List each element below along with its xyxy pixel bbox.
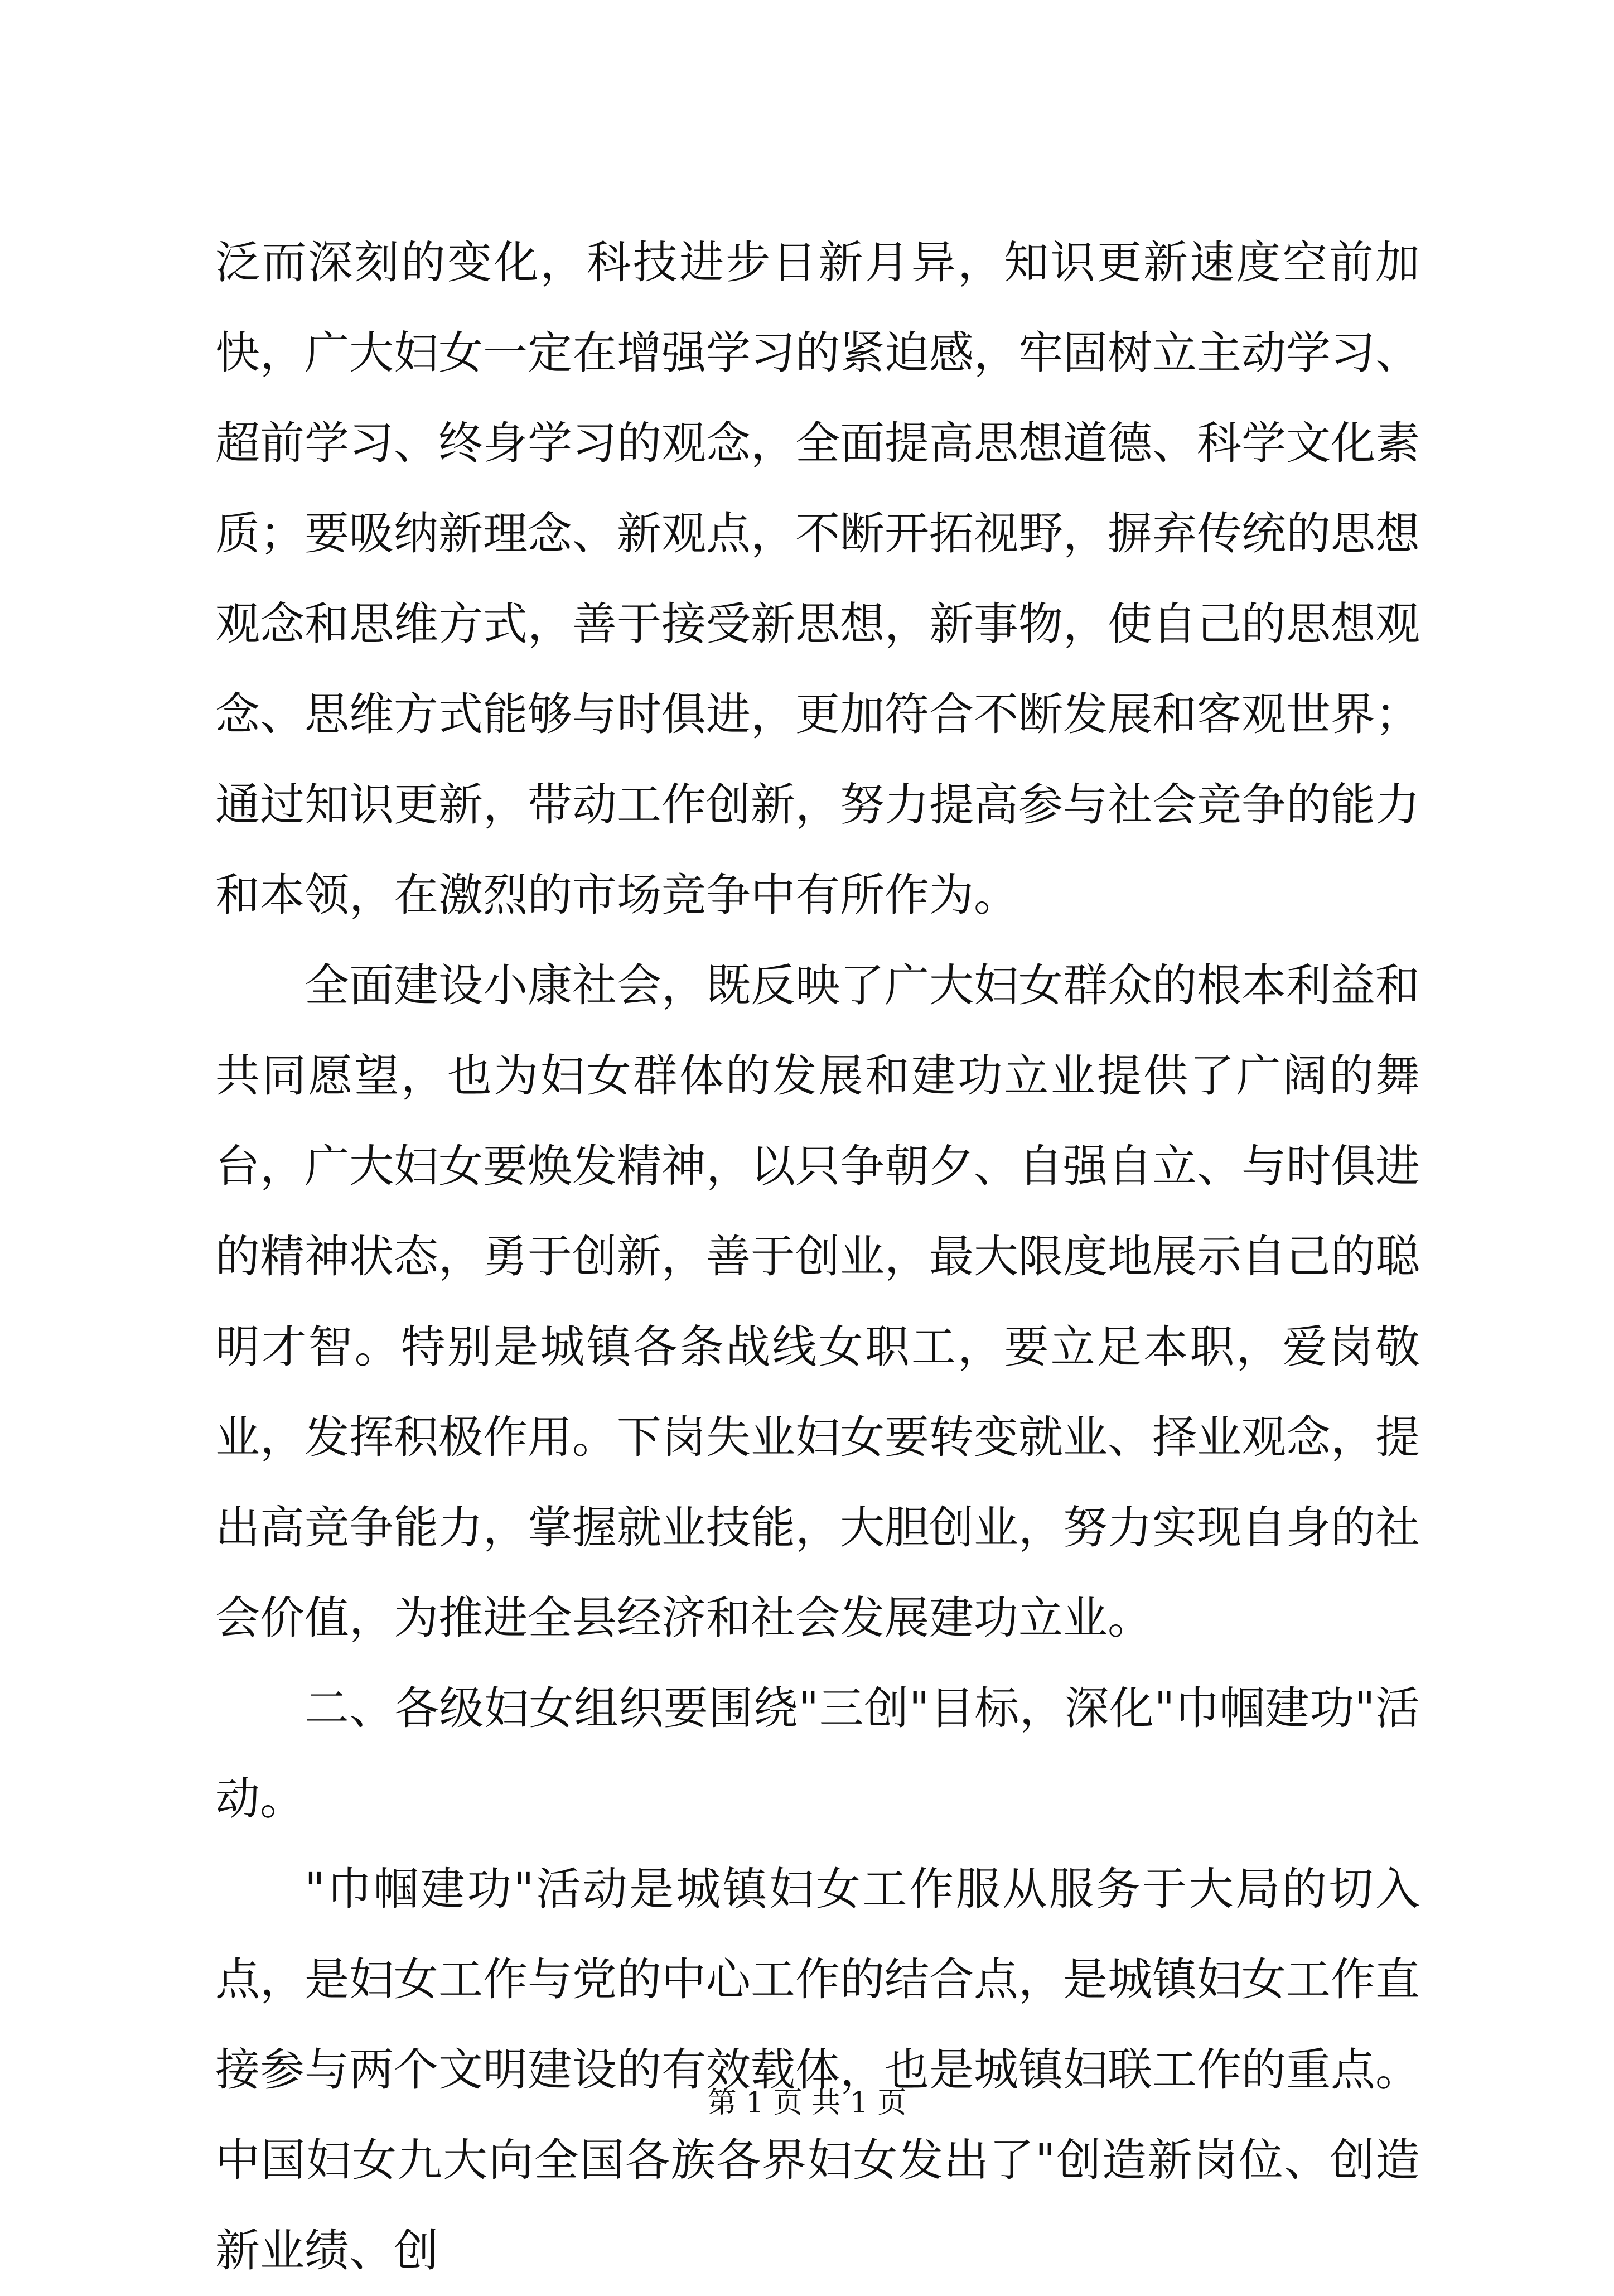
- paragraph-3: "巾帼建功"活动是城镇妇女工作服从服务于大局的切入点，是妇女工作与党的中心工作的结合点，是城镇妇女工作直接参与两个文明建设的有效载体，也是城镇妇联工作的重点。中国妇女九大向全国各族各界妇女发出了"创造新岗位、创造新业绩、创: [215, 1863, 1420, 2276]
- page-footer: 第 1 页 共 1 页: [707, 2086, 907, 2120]
- paragraph-1: 泛而深刻的变化，科技进步日新月异，知识更新速度空前加快，广大妇女一定在增强学习的紧迫感，牢固树立主动学习、超前学习、终身学习的观念，全面提高思想道德、科学文化素质；要吸纳新理念、新观点，不断开拓视野，摒弃传统的思想观念和思维方式，善于接受新思想，新事物，使自己的思想观念、思维方式能够与时俱进，更加符合不断发展和客观世界；通过知识更新，带动工作创新，努力提高参与社会竞争的能力和本领，在激烈的市场竞争中有所作为。: [215, 237, 1420, 921]
- paragraph-2: 全面建设小康社会，既反映了广大妇女群众的根本利益和共同愿望，也为妇女群体的发展和建功立业提供了广阔的舞台，广大妇女要焕发精神，以只争朝夕、自强自立、与时俱进的精神状态，勇于创新，善于创业，最大限度地展示自己的聪明才智。特别是城镇各条战线女职工，要立足本职，爱岗敬业，发挥积极作用。下岗失业妇女要转变就业、择业观念，提出高竞争能力，掌握就业技能，大胆创业，努力实现自身的社会价值，为推进全县经济和社会发展建功立业。: [215, 959, 1420, 1644]
- section-heading-2: 二、各级妇女组织要围绕"三创"目标，深化"巾帼建功"活动。: [215, 1682, 1420, 1825]
- document-body: [215, 218, 1420, 2296]
